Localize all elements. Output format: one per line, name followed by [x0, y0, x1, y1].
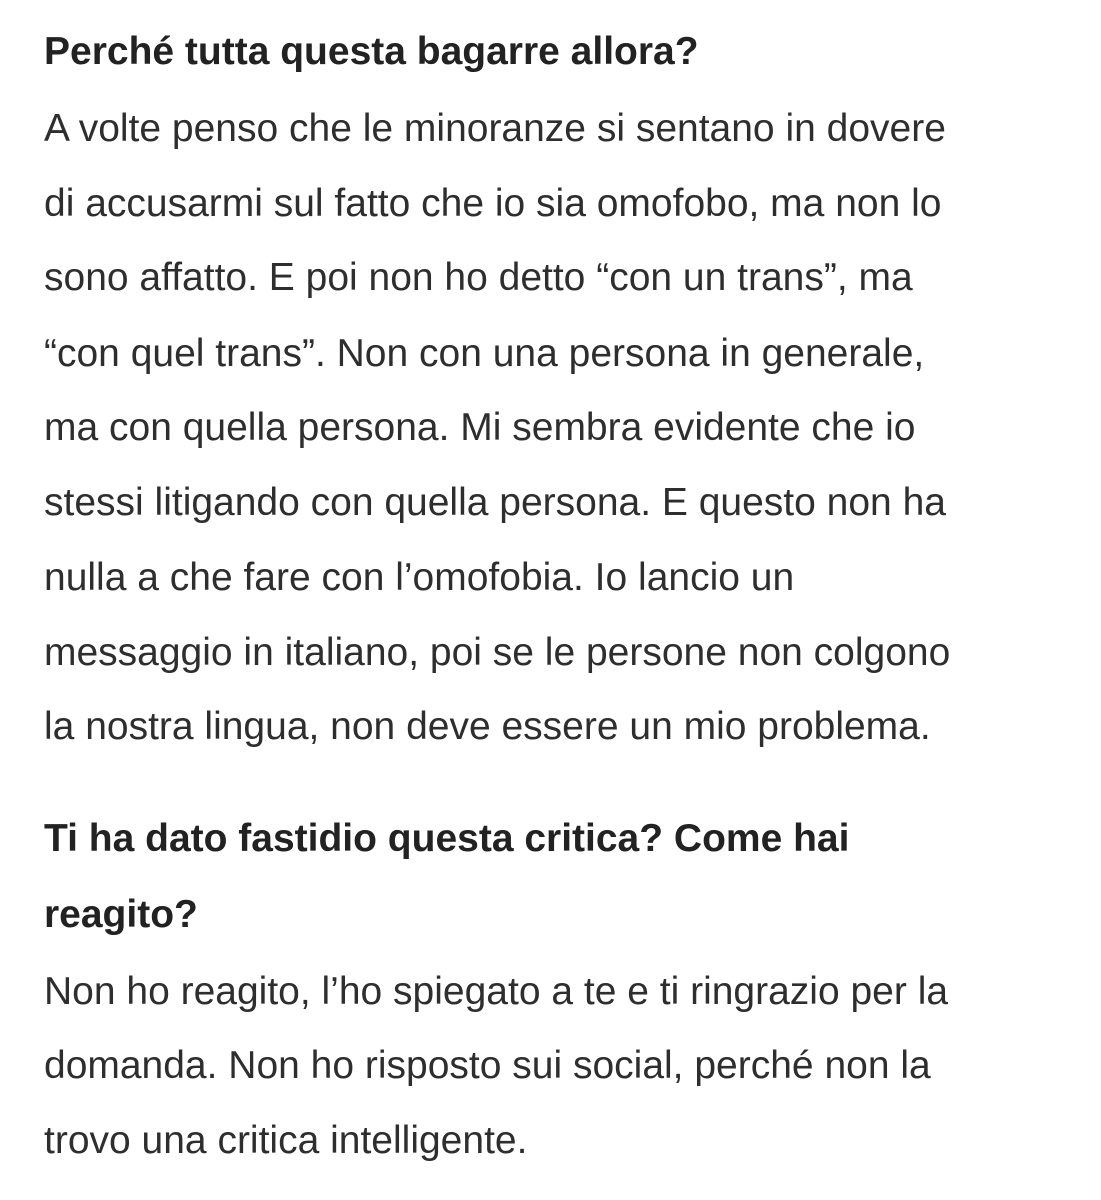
- question-heading-2: Ti ha dato fastidio questa critica? Come hai: [44, 817, 850, 860]
- answer-1-line: ma con quella persona. Mi sembra evidente che io: [44, 406, 916, 449]
- answer-1-line: sono affatto. E poi non ho detto “con un trans”, ma: [44, 256, 913, 299]
- answer-1-line: di accusarmi sul fatto che io sia omofobo, ma non lo: [44, 182, 942, 225]
- question-heading-1: Perché tutta questa bagarre allora?: [44, 30, 699, 73]
- answer-2-line: domanda. Non ho risposto sui social, perché non la: [44, 1044, 931, 1087]
- answer-1-line: messaggio in italiano, poi se le persone non colgono: [44, 631, 951, 674]
- answer-1-line: la nostra lingua, non deve essere un mio problema.: [44, 705, 931, 748]
- answer-2-line: trovo una critica intelligente.: [44, 1119, 528, 1162]
- answer-1-line: “con quel trans”. Non con una persona in generale,: [44, 332, 925, 375]
- answer-1-line: A volte penso che le minoranze si sentano in dovere: [44, 107, 946, 150]
- answer-1-line: nulla a che fare con l’omofobia. Io lancio un: [44, 556, 795, 599]
- question-heading-2: reagito?: [44, 893, 198, 936]
- answer-1-line: stessi litigando con quella persona. E questo non ha: [44, 481, 946, 524]
- answer-2-line: Non ho reagito, l’ho spiegato a te e ti ringrazio per la: [44, 970, 949, 1013]
